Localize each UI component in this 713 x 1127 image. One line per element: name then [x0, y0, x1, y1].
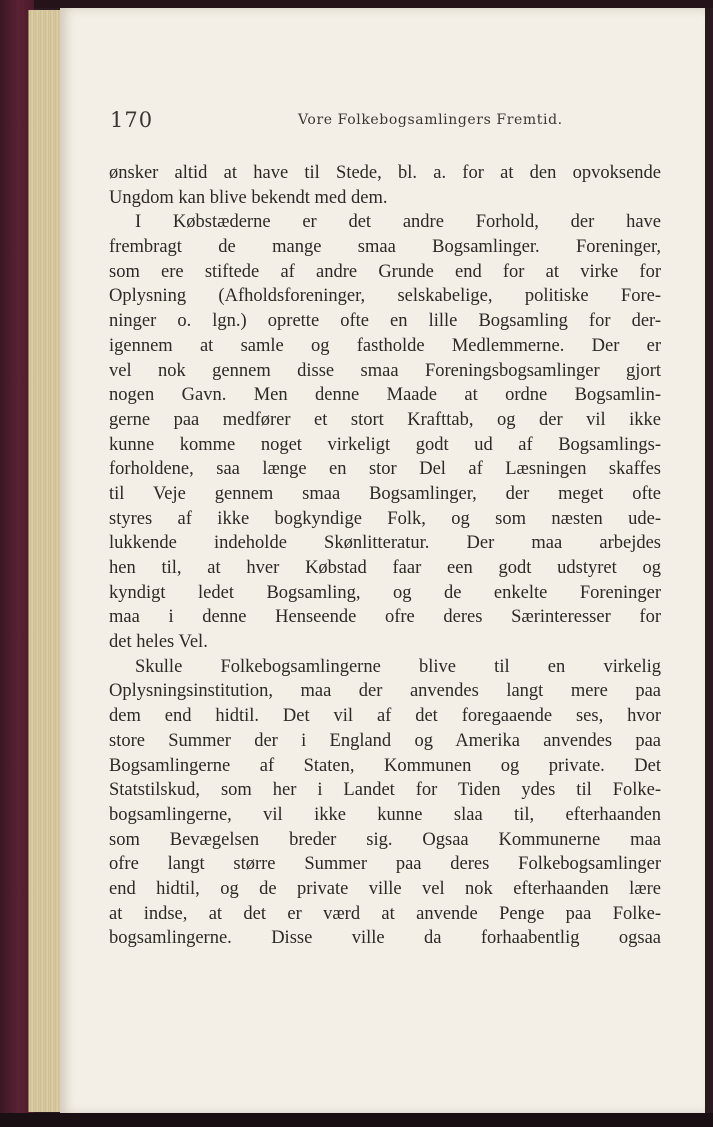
page-header [110, 106, 660, 136]
text-line: maa i denne Henseende ofre deres Særinteresser for [109, 607, 661, 628]
text-line: store Summer der i England og Amerika anvendes paa [109, 730, 661, 751]
text-line: ønsker altid at have til Stede, bl. a. for at den opvoksende [109, 163, 661, 183]
text-line: Oplysning (Afholdsforeninger, selskabelige, politiske Fore- [109, 286, 661, 307]
text-line: end hidtil, og de private ville vel nok efterhaanden lære [109, 878, 661, 899]
text-line: det heles Vel. [109, 632, 208, 653]
text-line: bogsamlingerne. Disse ville da forhaabentlig ogsaa [109, 928, 661, 949]
text-line: som Bevægelsen breder sig. Ogsaa Kommunerne maa [109, 829, 661, 850]
text-line: igennem at samle og fastholde Medlemmerne. Der er [109, 335, 661, 356]
text-line: som ere stiftede af andre Grunde end for at virke for [109, 261, 661, 282]
text-line: Statstilskud, som her i Landet for Tiden ydes til Folke- [109, 780, 661, 801]
body-text [109, 161, 661, 951]
text-line: Skulle Folkebogsamlingerne blive til en virkelig [135, 656, 661, 677]
scan-background-bottom [0, 1113, 713, 1127]
page-edges [28, 10, 63, 1112]
page-number: 170 [110, 108, 154, 132]
text-line: gerne paa medfører et stort Krafttab, og der vil ikke [109, 409, 661, 430]
text-line: Bogsamlingerne af Staten, Kommunen og private. Det [109, 755, 661, 776]
text-line: ninger o. lgn.) oprette ofte en lille Bogsamling for der- [109, 311, 661, 332]
text-line: I Købstæderne er det andre Forhold, der have [135, 212, 661, 233]
text-line: bogsamlingerne, vil ikke kunne slaa til, efterhaanden [109, 804, 661, 825]
text-line: Oplysningsinstitution, maa der anvendes langt mere paa [109, 681, 661, 702]
text-line: frembragt de mange smaa Bogsamlinger. Foreninger, [109, 237, 661, 258]
text-line: styres af ikke bogkyndige Folk, og som næsten ude- [109, 508, 661, 529]
running-title: Vore Folkebogsamlingers Fremtid. [298, 112, 563, 128]
text-line: forholdene, saa længe en stor Del af Læsningen skaffes [109, 459, 661, 480]
text-line: at indse, at det er værd at anvende Penge paa Folke- [109, 903, 661, 924]
text-line: ofre langt større Summer paa deres Folkebogsamlinger [109, 854, 661, 875]
text-line: nogen Gavn. Men denne Maade at ordne Bogsamlin- [109, 385, 661, 406]
text-line: kunne komme noget virkeligt godt ud af Bogsamlings- [109, 434, 661, 455]
text-line: til Veje gennem smaa Bogsamlinger, der meget ofte [109, 483, 661, 504]
text-line: kyndigt ledet Bogsamling, og de enkelte Foreninger [109, 582, 661, 603]
text-line: dem end hidtil. Det vil af det foregaaende ses, hvor [109, 706, 661, 727]
text-line: lukkende indeholde Skønlitteratur. Der maa arbejdes [109, 533, 661, 554]
text-line: Ungdom kan blive bekendt med dem. [109, 187, 388, 208]
text-line: hen til, at hver Købstad faar een godt udstyret og [109, 558, 661, 578]
scan-background-top [0, 0, 713, 8]
text-line: vel nok gennem disse smaa Foreningsbogsamlinger gjort [109, 360, 661, 381]
